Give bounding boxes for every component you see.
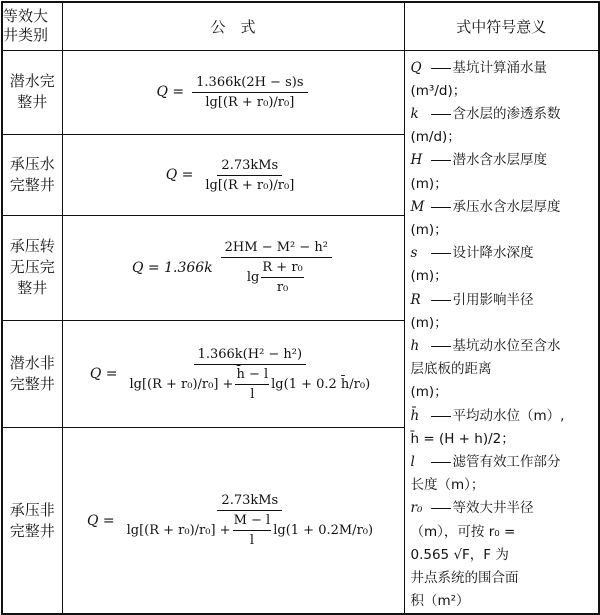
note-cont: 0.565 √F，F 为	[410, 546, 509, 563]
fraction-numerator: 2.73kMs	[217, 493, 282, 511]
dash	[431, 335, 451, 347]
fraction	[123, 493, 377, 548]
note-symbol: h̄	[410, 407, 420, 424]
inner-fraction	[235, 367, 269, 402]
dash	[431, 405, 451, 417]
fraction-denominator: lg[(R + r₀)/r₀]	[205, 177, 295, 193]
row-category: 承压水完整井	[2, 135, 62, 215]
formula-lhs: Q =	[165, 167, 194, 184]
note-text: 滤管有效工作部分	[452, 453, 561, 470]
denominator-part-a: lg[(R + r₀)/r₀] +	[126, 523, 231, 539]
dash	[431, 57, 451, 69]
note-symbol: R	[410, 291, 421, 308]
note-text: 含水层的渗透系数	[452, 105, 561, 122]
note-cont: (m)；	[410, 268, 448, 285]
symbol-notes	[404, 50, 599, 614]
note-item	[411, 242, 595, 265]
note-cont: 层底板的距离	[410, 361, 492, 378]
fraction	[192, 75, 307, 110]
fraction	[125, 347, 374, 402]
formula-lhs: Q =	[156, 84, 185, 101]
fraction-numerator: 2.73kMs	[217, 158, 282, 176]
denominator-part-b: lg(1 + 0.2 h̄/r₀)	[271, 376, 371, 392]
note-text: 平均动水位（m）,	[452, 407, 565, 424]
note-symbol: l	[410, 453, 415, 470]
row-category: 承压非完整井	[2, 428, 62, 615]
inner-numerator: R + r₀	[261, 260, 303, 278]
note-symbol: H	[410, 152, 423, 169]
denominator-part-a: lg[(R + r₀)/r₀] +	[129, 376, 234, 392]
note-text: 引用影响半径	[452, 291, 534, 308]
note-symbol: k	[410, 105, 419, 122]
note-cont: (m)；	[410, 314, 448, 331]
note-text: 承压水含水层厚度	[452, 198, 561, 215]
note-item	[411, 497, 595, 520]
note-symbol: h	[410, 337, 420, 354]
dash	[431, 149, 451, 161]
fraction-denominator	[243, 258, 310, 295]
inner-denominator: l	[250, 386, 255, 402]
formula-cell	[62, 135, 404, 215]
note-cont: 井点系统的围合面	[410, 569, 519, 586]
note-symbol: M	[410, 198, 425, 215]
dash	[431, 196, 451, 208]
fraction-denominator	[123, 511, 377, 548]
header-formula: 公 式	[62, 2, 404, 50]
formula-cell	[62, 215, 404, 320]
dash	[431, 242, 451, 254]
header-row	[2, 2, 599, 50]
formula-cell	[62, 50, 404, 135]
row-category: 潜水完整井	[2, 50, 62, 135]
dash	[431, 497, 451, 509]
note-item	[411, 103, 595, 126]
note-symbol: r₀	[410, 500, 423, 517]
dash	[431, 289, 451, 301]
fraction-denominator: lg[(R + r₀)/r₀]	[205, 94, 295, 110]
fraction-numerator: 1.366k(2H − s)s	[192, 75, 307, 93]
note-cont: （m），可按 r₀ =	[410, 523, 516, 540]
dash	[431, 103, 451, 115]
note-cont: (m/d)；	[410, 129, 461, 146]
inner-numerator: h̄ − l	[235, 367, 269, 385]
formula-lhs: Q =	[89, 366, 118, 383]
note-item	[411, 196, 595, 219]
fraction	[221, 240, 332, 295]
inner-fraction	[261, 260, 303, 295]
note-text: 设计降水深度	[452, 245, 534, 262]
note-item	[411, 405, 595, 428]
note-cont: 积（m²）	[410, 593, 470, 610]
note-text: 基坑动水位至含水	[452, 337, 561, 354]
denominator-prefix: lg	[246, 270, 260, 286]
note-item	[411, 149, 595, 172]
fraction-numerator: 1.366k(H² − h²)	[194, 347, 307, 365]
note-text: 潜水含水层厚度	[452, 152, 547, 169]
note-item	[411, 289, 595, 312]
note-symbol: Q	[410, 59, 422, 76]
row-category: 承压转无压完整井	[2, 215, 62, 320]
note-cont: (m)；	[410, 384, 448, 401]
inner-denominator: l	[249, 533, 254, 549]
note-item	[411, 335, 595, 358]
denominator-part-b: lg(1 + 0.2M/r₀)	[273, 523, 374, 539]
formula-lhs: Q = 1.366k	[131, 259, 213, 276]
note-text: 等效大井半径	[452, 500, 534, 517]
note-text: 基坑计算涌水量	[452, 59, 547, 76]
note-symbol: s	[410, 245, 418, 262]
row-phreatic-complete	[2, 50, 599, 135]
dash	[431, 451, 451, 463]
header-meaning: 式中符号意义	[404, 2, 599, 50]
header-category: 等效大井类别	[2, 2, 62, 50]
note-cont: (m³/d)；	[410, 82, 467, 99]
inner-numerator: M − l	[233, 513, 272, 531]
note-item	[411, 57, 595, 80]
note-cont: (m)；	[410, 221, 448, 238]
formula-cell	[62, 428, 404, 615]
fraction-denominator	[125, 365, 374, 402]
formula-lhs: Q =	[86, 512, 115, 529]
inner-fraction	[233, 513, 272, 548]
row-category: 潜水非完整井	[2, 320, 62, 427]
note-cont: (m)；	[410, 175, 448, 192]
note-item	[411, 451, 595, 474]
fraction	[201, 158, 298, 193]
note-cont: h̄ = (H + h)/2；	[410, 430, 515, 447]
formula-cell	[62, 320, 404, 427]
inner-denominator: r₀	[276, 280, 289, 296]
fraction-numerator: 2HM − M² − h²	[221, 240, 332, 258]
formula-table	[1, 1, 600, 615]
note-cont: 长度（m）；	[410, 477, 485, 494]
